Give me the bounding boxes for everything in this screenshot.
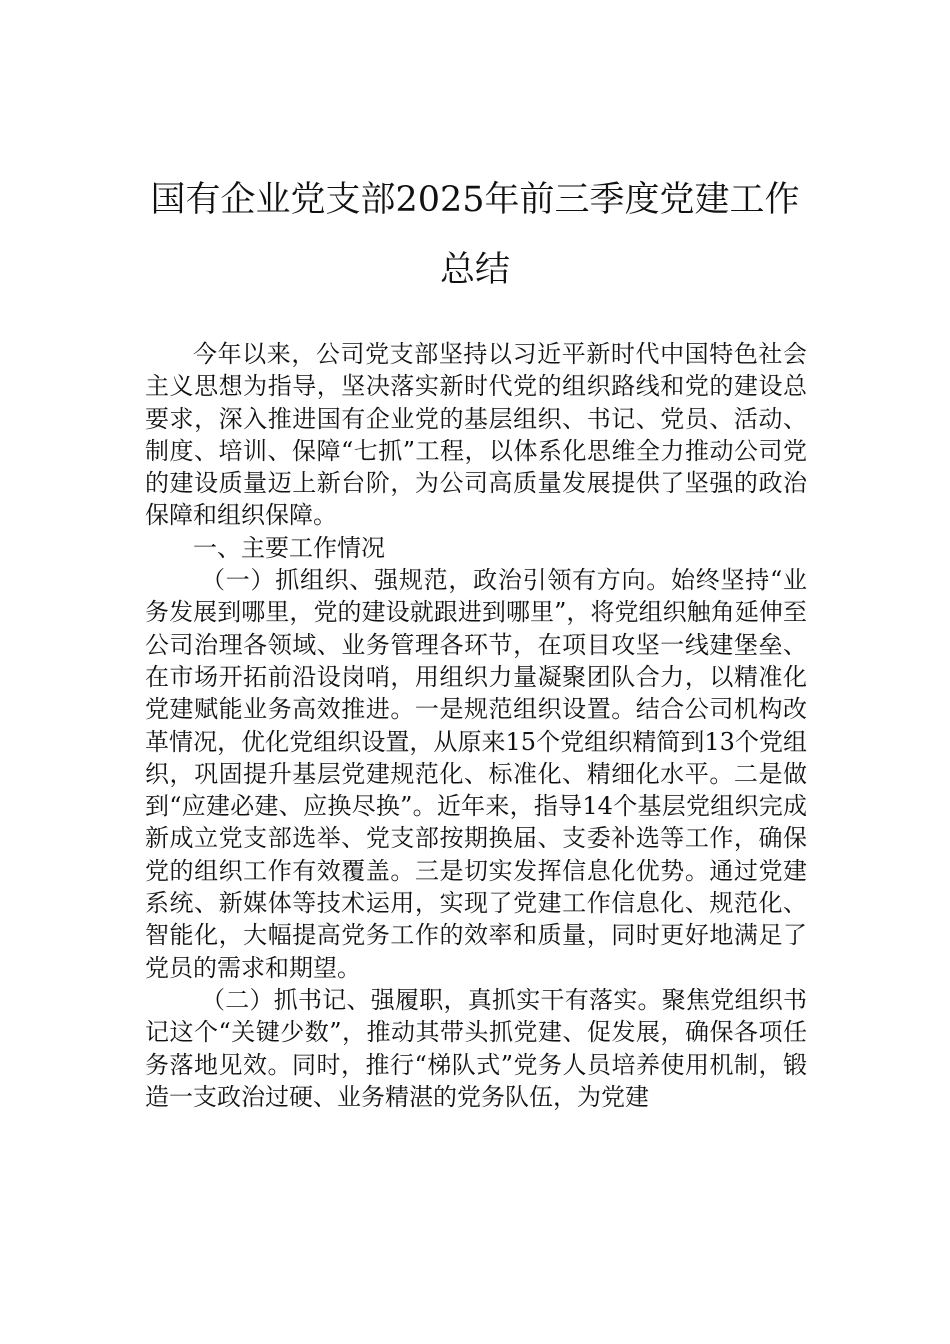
paragraph-secretary: （二）抓书记、强履职，真抓实干有落实。聚焦党组织书记这个“关键少数”，推动其带头抓党建、促发展，确保各项任务落地见效。同时，推行“梯队式”党务人员培养使用机制，锻造一支政治过硬、业务精湛的党务队伍，为党建: [145, 985, 807, 1111]
intro-paragraph: 今年以来，公司党支部坚持以习近平新时代中国特色社会主义思想为指导，坚决落实新时代党的组织路线和党的建设总要求，深入推进国有企业党的基层组织、书记、党员、活动、制度、培训、保障“七抓”工程，以体系化思维全力推动公司党的建设质量迈上新台阶，为公司高质量发展提供了坚强的政治保障和组织保障。: [145, 340, 807, 530]
paragraph-organization: （一）抓组织、强规范，政治引领有方向。始终坚持“业务发展到哪里，党的建设就跟进到哪里”，将党组织触角延伸至公司治理各领域、业务管理各环节，在项目攻坚一线建堡垒、在市场开拓前沿设岗哨，用组织力量凝聚团队合力，以精准化党建赋能业务高效推进。一是规范组织设置。结合公司机构改革情况，优化党组织设置，从原来15个党组织精简到13个党组织，巩固提升基层党建规范化、标准化、精细化水平。二是做到“应建必建、应换尽换”。近年来，指导14个基层党组织完成新成立党支部选举、党支部按期换届、支委补选等工作，确保党的组织工作有效覆盖。三是切实发挥信息化优势。通过党建系统、新媒体等技术运用，实现了党建工作信息化、规范化、智能化，大幅提高党务工作的效率和质量，同时更好地满足了党员的需求和期望。: [145, 566, 807, 982]
document-title-line-1: 国有企业党支部2025年前三季度党建工作: [150, 180, 800, 220]
section-heading-main-work: 一、主要工作情况: [193, 533, 385, 562]
document-body: [145, 338, 807, 1113]
document-title-line-2: 总结: [439, 250, 510, 290]
